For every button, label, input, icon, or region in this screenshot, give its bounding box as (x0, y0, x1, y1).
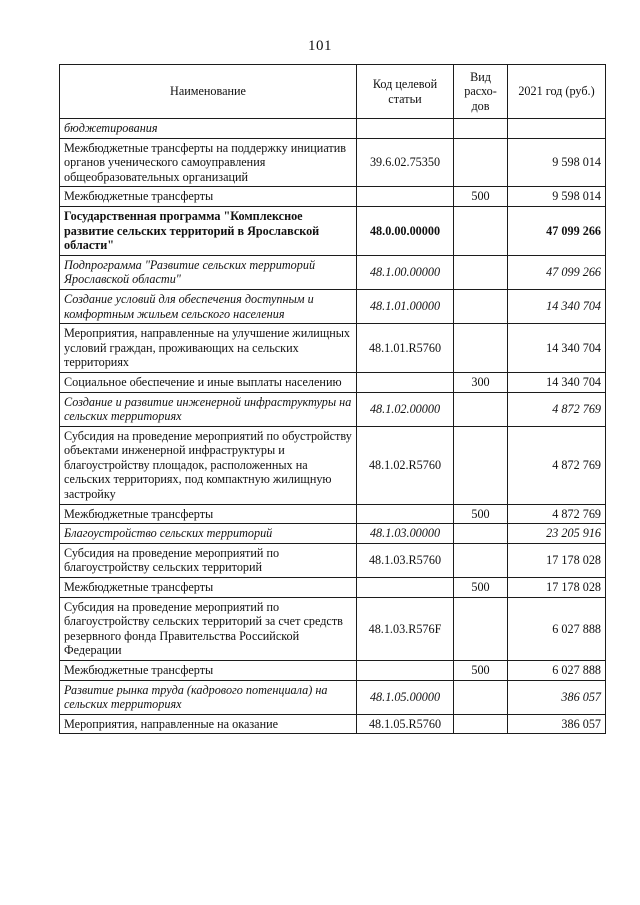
cell-code: 48.1.00.00000 (357, 255, 454, 289)
table-row (60, 661, 606, 681)
cell-expense-type (454, 524, 508, 544)
cell-amount: 47 099 266 (508, 255, 606, 289)
cell-name: Субсидия на проведение мероприятий по обустройству объектами инженерной инфраструктуры и благоустройству площадок, расположенных на сельских территориях, под компактную жилищную застройку (60, 426, 357, 504)
cell-name: Субсидия на проведение мероприятий по благоустройству сельских территорий (60, 543, 357, 577)
cell-expense-type: 500 (454, 504, 508, 524)
table-row (60, 543, 606, 577)
cell-code: 48.1.02.R5760 (357, 426, 454, 504)
cell-amount: 4 872 769 (508, 392, 606, 426)
cell-amount (508, 119, 606, 139)
cell-name: Государственная программа "Комплексное развитие сельских территорий в Ярославской области" (60, 206, 357, 255)
header-name: Наименование (60, 65, 357, 119)
cell-code (357, 187, 454, 207)
cell-name: Создание условий для обеспечения доступным и комфортным жильем сельского населения (60, 289, 357, 323)
cell-name: Межбюджетные трансферты (60, 578, 357, 598)
cell-expense-type (454, 255, 508, 289)
table-row (60, 680, 606, 714)
cell-amount: 14 340 704 (508, 289, 606, 323)
cell-name: Социальное обеспечение и иные выплаты населению (60, 372, 357, 392)
cell-name: Подпрограмма "Развитие сельских территорий Ярославской области" (60, 255, 357, 289)
cell-expense-type (454, 714, 508, 734)
cell-name: бюджетирования (60, 119, 357, 139)
cell-amount: 17 178 028 (508, 578, 606, 598)
table-row (60, 289, 606, 323)
cell-code: 48.1.02.00000 (357, 392, 454, 426)
cell-amount: 386 057 (508, 714, 606, 734)
cell-expense-type (454, 543, 508, 577)
table-row (60, 324, 606, 373)
cell-name: Мероприятия, направленные на оказание (60, 714, 357, 734)
table-row (60, 714, 606, 734)
table-row (60, 138, 606, 187)
table-row (60, 392, 606, 426)
table-row (60, 119, 606, 139)
cell-expense-type (454, 138, 508, 187)
cell-code (357, 661, 454, 681)
table-row (60, 372, 606, 392)
table-row (60, 578, 606, 598)
cell-code (357, 504, 454, 524)
cell-expense-type: 500 (454, 578, 508, 598)
cell-name: Создание и развитие инженерной инфраструктуры на сельских территориях (60, 392, 357, 426)
cell-expense-type (454, 206, 508, 255)
cell-amount: 9 598 014 (508, 187, 606, 207)
cell-name: Межбюджетные трансферты (60, 187, 357, 207)
table-row (60, 504, 606, 524)
cell-amount: 6 027 888 (508, 661, 606, 681)
cell-amount: 9 598 014 (508, 138, 606, 187)
cell-amount: 386 057 (508, 680, 606, 714)
budget-table (59, 64, 606, 734)
cell-expense-type: 300 (454, 372, 508, 392)
cell-code: 39.6.02.75350 (357, 138, 454, 187)
cell-name: Мероприятия, направленные на улучшение жилищных условий граждан, проживающих на сельских территориях (60, 324, 357, 373)
cell-expense-type (454, 426, 508, 504)
table-row (60, 255, 606, 289)
cell-expense-type (454, 680, 508, 714)
cell-code (357, 578, 454, 598)
header-row (60, 65, 606, 119)
table-row (60, 206, 606, 255)
cell-expense-type (454, 289, 508, 323)
cell-code (357, 372, 454, 392)
cell-amount: 14 340 704 (508, 324, 606, 373)
cell-amount: 4 872 769 (508, 504, 606, 524)
cell-expense-type (454, 324, 508, 373)
page-number: 101 (308, 38, 332, 54)
cell-code (357, 119, 454, 139)
cell-code: 48.1.03.00000 (357, 524, 454, 544)
cell-code: 48.1.03.R5760 (357, 543, 454, 577)
cell-amount: 6 027 888 (508, 597, 606, 660)
cell-code: 48.0.00.00000 (357, 206, 454, 255)
cell-expense-type: 500 (454, 187, 508, 207)
cell-code: 48.1.05.00000 (357, 680, 454, 714)
cell-name: Благоустройство сельских территорий (60, 524, 357, 544)
cell-code: 48.1.01.R5760 (357, 324, 454, 373)
table-row (60, 426, 606, 504)
header-code: Код целевой статьи (357, 65, 454, 119)
cell-code: 48.1.01.00000 (357, 289, 454, 323)
cell-code: 48.1.03.R576F (357, 597, 454, 660)
cell-name: Межбюджетные трансферты (60, 504, 357, 524)
cell-expense-type (454, 119, 508, 139)
cell-code: 48.1.05.R5760 (357, 714, 454, 734)
cell-amount: 17 178 028 (508, 543, 606, 577)
header-amount-2021: 2021 год (руб.) (508, 65, 606, 119)
cell-name: Межбюджетные трансферты (60, 661, 357, 681)
table-row (60, 187, 606, 207)
cell-expense-type (454, 597, 508, 660)
cell-expense-type: 500 (454, 661, 508, 681)
cell-name: Межбюджетные трансферты на поддержку инициатив органов ученического самоуправления общеобразовательных организаций (60, 138, 357, 187)
header-expense-type: Вид расхо-дов (454, 65, 508, 119)
table-row (60, 597, 606, 660)
cell-name: Субсидия на проведение мероприятий по благоустройству сельских территорий за счет средств резервного фонда Правительства Российской Федерации (60, 597, 357, 660)
cell-amount: 23 205 916 (508, 524, 606, 544)
table-row (60, 524, 606, 544)
cell-name: Развитие рынка труда (кадрового потенциала) на сельских территориях (60, 680, 357, 714)
cell-amount: 47 099 266 (508, 206, 606, 255)
cell-amount: 4 872 769 (508, 426, 606, 504)
cell-expense-type (454, 392, 508, 426)
cell-amount: 14 340 704 (508, 372, 606, 392)
